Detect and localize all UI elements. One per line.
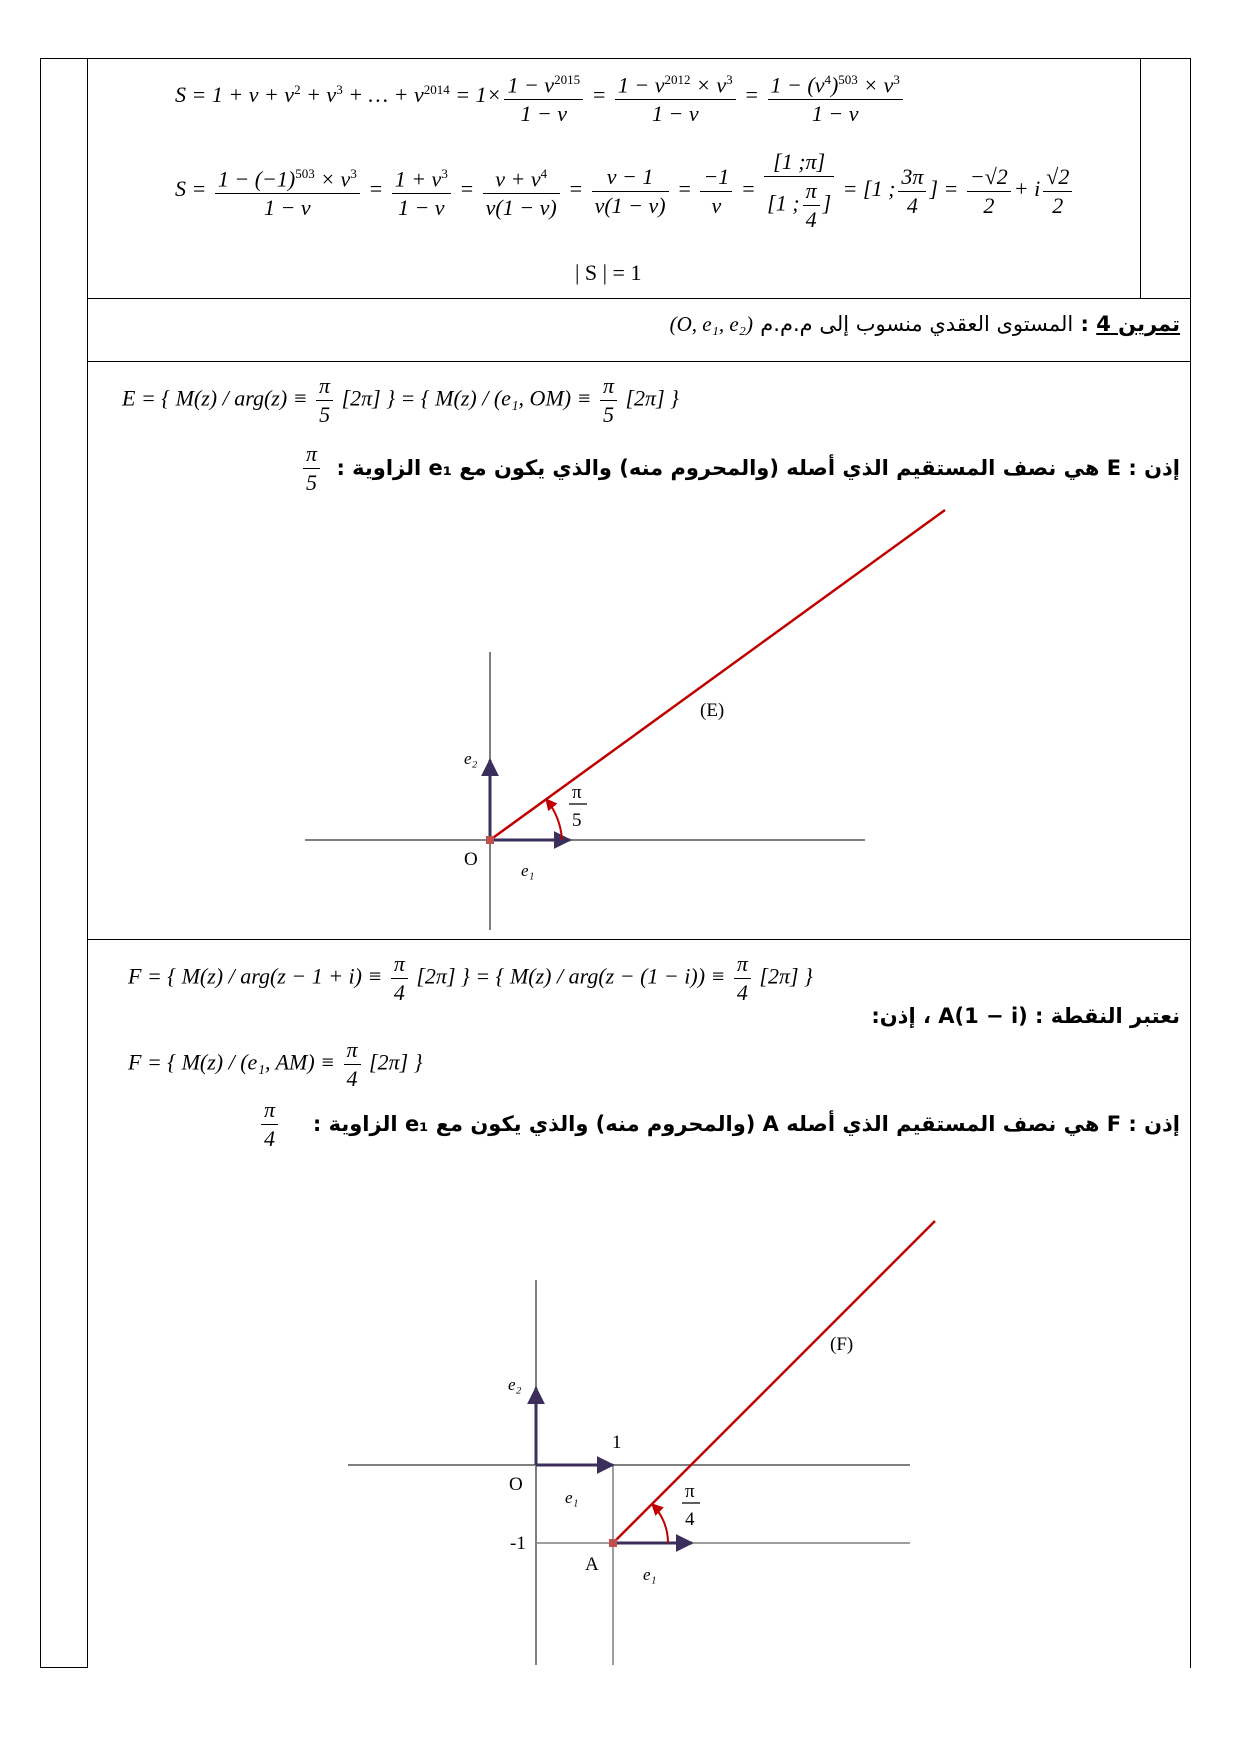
l2-bracket-b: ]	[929, 176, 938, 202]
sum-mid: + … + v	[342, 82, 424, 108]
F-angle-den: 4	[264, 1126, 276, 1151]
E-frac-2-num: π	[600, 372, 617, 401]
F-minus-one-label: -1	[510, 1533, 526, 1554]
fraction-2: $\frac{1 - v^{2012} \times v^3}{1 - v}$	[615, 66, 736, 128]
F-angle-arc	[652, 1504, 668, 1543]
E-frac-2-den: 5	[602, 402, 614, 427]
F-frac-3-den: 4	[346, 1066, 358, 1091]
l2-f5-num: −1	[700, 163, 732, 192]
l2-f6-four: 4	[805, 207, 817, 232]
E-e2-label: e₂	[464, 749, 478, 768]
l2-fraction-2: $\frac{1 + v^3}{1 - v}$	[392, 160, 451, 222]
l2-f2-num: 1 + v	[394, 166, 442, 192]
F-def1-mid: [2π] } = { M(z) / arg(z − (1 − i)) ≡	[416, 963, 726, 989]
l2-bracket-a: [1 ;	[863, 176, 896, 202]
sum-line-2: S = $\frac{1 - (-1)^{503} \times v^3}{1 - v}$ = $\frac{1 + v^3}{1 - v}$ = $\frac{v + v^4}{v(1 - v)}$ = $\frac{v - 1}{v(1 - v)}$ = $\frac{-1}{v}$ = [1 ;π] [1 ; $\frac{\pi}{4}$ ] = [1 ; $\frac{3\pi}{4}$ ] = $\frac{-√2}{2}$ + i $\frac{√2}{2}$	[175, 148, 1075, 234]
fraction-2-num: 1 − v	[617, 72, 665, 98]
l2-f5-den: v	[711, 192, 722, 218]
F-ray	[613, 1221, 935, 1543]
E-def-mid: [2π] } = { M(z) / (e₁, OM) ≡	[341, 385, 592, 411]
sum-eq: = 1×	[449, 82, 502, 108]
E-conclusion-text: إذن : E هي نصف المستقيم الذي أصله (والمحروم منه) والذي يكون مع e₁ الزاوية :	[336, 456, 1180, 480]
l2-r1-den: 2	[983, 192, 995, 218]
fraction-3-num: 1 − (v	[770, 72, 825, 98]
l2-r2-den: 2	[1052, 192, 1064, 218]
F-e1-label: e₁	[565, 1488, 579, 1507]
l2-f6-den-b: ]	[822, 190, 832, 216]
E-e1-label: e₁	[521, 861, 535, 880]
E-angle-num: π	[572, 782, 582, 803]
E-curve-label: (E)	[700, 700, 725, 721]
l2-br-num: 3π	[898, 163, 926, 192]
sum-line-1: $S = 1 + v + v^2 + v^3$ + … + $v^{2014} = 1\times$ $\frac{1 - v^{2015}}{1 - v}$ = $\frac{1 - v^{2012} \times v^3}{1 - v}$ = $\frac{1 - (v^4)^{503} \times v^3}{1 - v}$	[175, 66, 906, 128]
fraction-2-den: 1 − v	[651, 101, 699, 127]
F-angle-den: 4	[685, 1509, 695, 1530]
F-curve-label: (F)	[830, 1334, 854, 1355]
F-frac-1-num: π	[391, 950, 408, 979]
l2-plus-i: + i	[1013, 176, 1041, 202]
exercise-title: تمرين 4	[1096, 312, 1180, 336]
F-frac-2-num: π	[734, 950, 751, 979]
E-def-left: E = { M(z) / arg(z) ≡	[122, 385, 308, 411]
F-def2-right: [2π] }	[369, 1049, 423, 1075]
F-origin-label: O	[509, 1474, 523, 1495]
fraction-3-den: 1 − v	[811, 101, 859, 127]
modulus-result: | S | = 1	[575, 260, 642, 285]
sum-line-2-lhs: S =	[175, 176, 207, 202]
l2-fraction-3: $\frac{v + v^4}{v(1 - v)}$	[483, 160, 560, 222]
l2-f3-den: v(1 − v)	[485, 195, 557, 221]
l2-f4-num: v − 1	[592, 163, 669, 192]
F-A-label: A	[585, 1554, 599, 1575]
l2-f4-den: v(1 − v)	[594, 192, 666, 218]
l2-r2-num: √2	[1043, 163, 1072, 192]
F-def2-left: F = { M(z) / (e₁, AM) ≡	[128, 1049, 336, 1075]
l2-r1-num: −√2	[967, 163, 1011, 192]
F-conclusion-text: إذن : F هي نصف المستقيم الذي أصله A (والمحروم منه) والذي يكون مع e₁ الزاوية :	[312, 1112, 1180, 1136]
fraction-3: $\frac{1 - (v^4)^{503} \times v^3}{1 - v}$	[768, 66, 903, 128]
fraction-1-den: 1 − v	[520, 101, 568, 127]
E-angle-den: 5	[306, 470, 318, 495]
E-angle-num: π	[303, 440, 320, 469]
E-angle-den: 5	[572, 810, 582, 831]
F-e1-label-at-A: e₁	[643, 1565, 657, 1584]
l2-f6-num: [1 ;π]	[764, 148, 834, 177]
l2-f3-num: v + v	[495, 166, 541, 192]
F-frac-1-den: 4	[393, 980, 405, 1005]
l2-f6-pi: π	[803, 177, 820, 206]
l2-fraction-1: $\frac{1 - (-1)^{503} \times v^3}{1 - v}$	[215, 160, 360, 222]
l2-br-den: 4	[906, 192, 918, 218]
E-frac-1-num: π	[316, 372, 333, 401]
l2-f1-num: 1 − (−1)	[217, 166, 296, 192]
exercise-basis: (O, e₁, e₂)	[669, 312, 753, 336]
exercise-statement: المستوى العقدي منسوب إلى م.م.م	[760, 312, 1074, 336]
F-point-A	[609, 1539, 617, 1547]
F-angle-num: π	[685, 1481, 695, 1502]
E-def-right: [2π] }	[625, 385, 679, 411]
F-frac-2-den: 4	[736, 980, 748, 1005]
sum-start: S = 1 + v + v	[175, 82, 295, 108]
F-frac-3-num: π	[344, 1036, 361, 1065]
exercise-colon: :	[1080, 312, 1089, 336]
F-consider-text: نعتبر النقطة : A(1 − i) ، إذن:	[871, 1004, 1180, 1028]
l2-f1-den: 1 − v	[264, 195, 311, 221]
F-def1-right: [2π] }	[759, 963, 813, 989]
F-def1-left: F = { M(z) / arg(z − 1 + i) ≡	[128, 963, 383, 989]
fraction-1: $\frac{1 - v^{2015}}{1 - v}$	[504, 66, 583, 128]
F-angle-num: π	[261, 1096, 278, 1125]
l2-f2-den: 1 − v	[397, 195, 445, 221]
F-e2-label: e₂	[508, 1375, 522, 1394]
E-frac-1-den: 5	[319, 402, 331, 427]
F-one-label: 1	[612, 1432, 622, 1453]
fraction-1-num: 1 − v	[507, 72, 555, 98]
E-origin-label: O	[464, 849, 478, 870]
l2-f6-den-a: [1 ;	[767, 190, 800, 216]
